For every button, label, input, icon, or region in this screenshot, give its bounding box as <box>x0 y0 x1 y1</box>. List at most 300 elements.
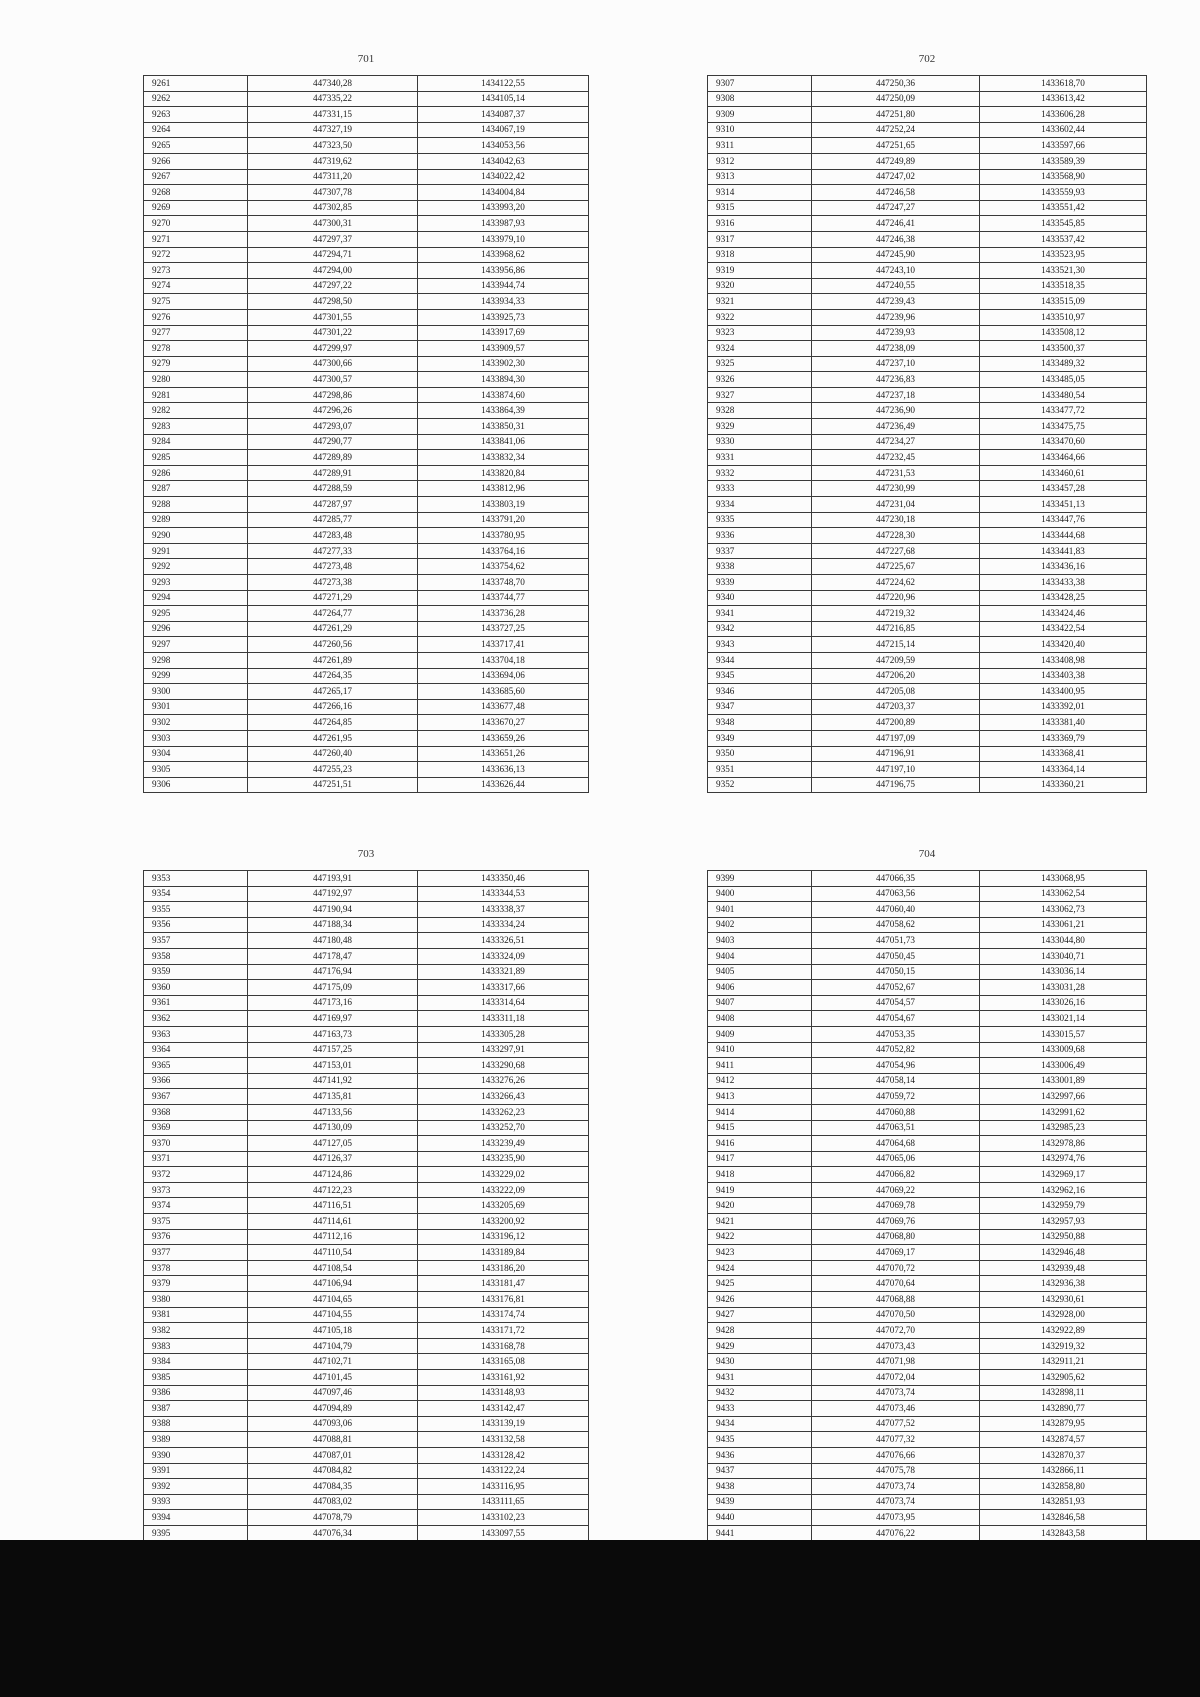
coordinate-table <box>707 870 1147 1588</box>
y-coordinate-cell: 1433369,79 <box>980 730 1147 746</box>
table-row <box>144 76 589 92</box>
x-coordinate-cell: 447050,15 <box>812 964 980 980</box>
table-row <box>708 1073 1147 1089</box>
y-coordinate-cell: 1432919,32 <box>980 1338 1147 1354</box>
y-coordinate-cell: 1433036,14 <box>980 964 1147 980</box>
point-number-cell: 9299 <box>144 668 248 684</box>
y-coordinate-cell: 1432874,57 <box>980 1432 1147 1448</box>
x-coordinate-cell: 447240,55 <box>812 278 980 294</box>
y-coordinate-cell: 1433812,96 <box>418 481 589 497</box>
x-coordinate-cell: 447273,38 <box>248 575 418 591</box>
y-coordinate-cell: 1434004,84 <box>418 185 589 201</box>
table-row <box>144 403 589 419</box>
y-coordinate-cell: 1433436,16 <box>980 559 1147 575</box>
x-coordinate-cell: 447197,10 <box>812 762 980 778</box>
table-row <box>708 1307 1147 1323</box>
x-coordinate-cell: 447073,74 <box>812 1494 980 1510</box>
table-row <box>708 107 1147 123</box>
x-coordinate-cell: 447083,02 <box>248 1494 418 1510</box>
x-coordinate-cell: 447073,74 <box>812 1385 980 1401</box>
y-coordinate-cell: 1433026,16 <box>980 995 1147 1011</box>
point-number-cell: 9326 <box>708 372 812 388</box>
x-coordinate-cell: 447104,79 <box>248 1338 418 1354</box>
y-coordinate-cell: 1433925,73 <box>418 309 589 325</box>
x-coordinate-cell: 447236,83 <box>812 372 980 388</box>
y-coordinate-cell: 1433934,33 <box>418 294 589 310</box>
point-number-cell: 9292 <box>144 559 248 575</box>
x-coordinate-cell: 447108,54 <box>248 1260 418 1276</box>
x-coordinate-cell: 447178,47 <box>248 948 418 964</box>
x-coordinate-cell: 447302,85 <box>248 200 418 216</box>
x-coordinate-cell: 447298,86 <box>248 387 418 403</box>
y-coordinate-cell: 1433368,41 <box>980 746 1147 762</box>
point-number-cell: 9434 <box>708 1416 812 1432</box>
point-number-cell: 9283 <box>144 419 248 435</box>
y-coordinate-cell: 1433128,42 <box>418 1447 589 1463</box>
point-number-cell: 9310 <box>708 122 812 138</box>
coordinate-table <box>143 75 589 793</box>
table-row <box>144 387 589 403</box>
page-panel-701 <box>143 53 589 793</box>
point-number-cell: 9405 <box>708 964 812 980</box>
point-number-cell: 9384 <box>144 1354 248 1370</box>
point-number-cell: 9422 <box>708 1229 812 1245</box>
table-row <box>144 964 589 980</box>
point-number-cell: 9273 <box>144 263 248 279</box>
x-coordinate-cell: 447051,73 <box>812 933 980 949</box>
table-row <box>708 372 1147 388</box>
x-coordinate-cell: 447077,52 <box>812 1416 980 1432</box>
y-coordinate-cell: 1433447,76 <box>980 512 1147 528</box>
point-number-cell: 9373 <box>144 1182 248 1198</box>
x-coordinate-cell: 447239,43 <box>812 294 980 310</box>
table-row <box>144 341 589 357</box>
table-row <box>708 512 1147 528</box>
table-row <box>144 231 589 247</box>
point-number-cell: 9430 <box>708 1354 812 1370</box>
y-coordinate-cell: 1433040,71 <box>980 948 1147 964</box>
point-number-cell: 9424 <box>708 1260 812 1276</box>
table-row <box>144 528 589 544</box>
x-coordinate-cell: 447231,04 <box>812 497 980 513</box>
x-coordinate-cell: 447054,96 <box>812 1058 980 1074</box>
x-coordinate-cell: 447215,14 <box>812 637 980 653</box>
x-coordinate-cell: 447236,90 <box>812 403 980 419</box>
x-coordinate-cell: 447175,09 <box>248 980 418 996</box>
point-number-cell: 9276 <box>144 309 248 325</box>
point-number-cell: 9352 <box>708 777 812 793</box>
y-coordinate-cell: 1433500,37 <box>980 341 1147 357</box>
point-number-cell: 9423 <box>708 1245 812 1261</box>
table-row <box>144 1323 589 1339</box>
table-row <box>708 76 1147 92</box>
point-number-cell: 9375 <box>144 1214 248 1230</box>
table-row <box>144 325 589 341</box>
point-number-cell: 9280 <box>144 372 248 388</box>
x-coordinate-cell: 447265,17 <box>248 684 418 700</box>
y-coordinate-cell: 1433400,95 <box>980 684 1147 700</box>
y-coordinate-cell: 1433521,30 <box>980 263 1147 279</box>
x-coordinate-cell: 447157,25 <box>248 1042 418 1058</box>
x-coordinate-cell: 447260,56 <box>248 637 418 653</box>
y-coordinate-cell: 1433537,42 <box>980 231 1147 247</box>
x-coordinate-cell: 447277,33 <box>248 543 418 559</box>
y-coordinate-cell: 1433457,28 <box>980 481 1147 497</box>
y-coordinate-cell: 1432950,88 <box>980 1229 1147 1245</box>
x-coordinate-cell: 447094,89 <box>248 1401 418 1417</box>
x-coordinate-cell: 447110,54 <box>248 1245 418 1261</box>
y-coordinate-cell: 1433139,19 <box>418 1416 589 1432</box>
point-number-cell: 9440 <box>708 1510 812 1526</box>
point-number-cell: 9309 <box>708 107 812 123</box>
point-number-cell: 9381 <box>144 1307 248 1323</box>
table-row <box>708 1479 1147 1495</box>
x-coordinate-cell: 447058,14 <box>812 1073 980 1089</box>
table-row <box>144 559 589 575</box>
x-coordinate-cell: 447255,23 <box>248 762 418 778</box>
y-coordinate-cell: 1433518,35 <box>980 278 1147 294</box>
y-coordinate-cell: 1433909,57 <box>418 341 589 357</box>
x-coordinate-cell: 447102,71 <box>248 1354 418 1370</box>
x-coordinate-cell: 447264,35 <box>248 668 418 684</box>
x-coordinate-cell: 447073,46 <box>812 1401 980 1417</box>
y-coordinate-cell: 1432985,23 <box>980 1120 1147 1136</box>
point-number-cell: 9368 <box>144 1104 248 1120</box>
x-coordinate-cell: 447190,94 <box>248 902 418 918</box>
x-coordinate-cell: 447059,72 <box>812 1089 980 1105</box>
point-number-cell: 9312 <box>708 153 812 169</box>
point-number-cell: 9379 <box>144 1276 248 1292</box>
y-coordinate-cell: 1433993,20 <box>418 200 589 216</box>
point-number-cell: 9321 <box>708 294 812 310</box>
y-coordinate-cell: 1433062,54 <box>980 886 1147 902</box>
point-number-cell: 9436 <box>708 1447 812 1463</box>
y-coordinate-cell: 1433044,80 <box>980 933 1147 949</box>
y-coordinate-cell: 1433460,61 <box>980 465 1147 481</box>
point-number-cell: 9269 <box>144 200 248 216</box>
point-number-cell: 9307 <box>708 76 812 92</box>
point-number-cell: 9378 <box>144 1260 248 1276</box>
y-coordinate-cell: 1433097,55 <box>418 1525 589 1541</box>
table-row <box>708 465 1147 481</box>
table-row <box>708 1260 1147 1276</box>
table-row <box>708 231 1147 247</box>
table-row <box>144 465 589 481</box>
page-number: 701 <box>357 53 375 65</box>
table-row <box>708 1338 1147 1354</box>
point-number-cell: 9289 <box>144 512 248 528</box>
table-row <box>144 1167 589 1183</box>
y-coordinate-cell: 1433326,51 <box>418 933 589 949</box>
y-coordinate-cell: 1432905,62 <box>980 1370 1147 1386</box>
y-coordinate-cell: 1432866,11 <box>980 1463 1147 1479</box>
page-number: 703 <box>357 848 375 860</box>
point-number-cell: 9364 <box>144 1042 248 1058</box>
table-row <box>144 1120 589 1136</box>
y-coordinate-cell: 1433161,92 <box>418 1370 589 1386</box>
y-coordinate-cell: 1433262,23 <box>418 1104 589 1120</box>
table-row <box>144 185 589 201</box>
point-number-cell: 9395 <box>144 1525 248 1541</box>
point-number-cell: 9413 <box>708 1089 812 1105</box>
y-coordinate-cell: 1433659,26 <box>418 730 589 746</box>
y-coordinate-cell: 1433021,14 <box>980 1011 1147 1027</box>
x-coordinate-cell: 447247,02 <box>812 169 980 185</box>
point-number-cell: 9438 <box>708 1479 812 1495</box>
table-row <box>144 419 589 435</box>
point-number-cell: 9315 <box>708 200 812 216</box>
x-coordinate-cell: 447122,23 <box>248 1182 418 1198</box>
x-coordinate-cell: 447130,09 <box>248 1120 418 1136</box>
x-coordinate-cell: 447114,61 <box>248 1214 418 1230</box>
table-row <box>144 995 589 1011</box>
coordinate-table <box>143 870 589 1588</box>
x-coordinate-cell: 447193,91 <box>248 871 418 887</box>
x-coordinate-cell: 447246,38 <box>812 231 980 247</box>
point-number-cell: 9339 <box>708 575 812 591</box>
coordinate-table-body <box>144 871 589 1588</box>
y-coordinate-cell: 1433589,39 <box>980 153 1147 169</box>
x-coordinate-cell: 447230,18 <box>812 512 980 528</box>
y-coordinate-cell: 1433606,28 <box>980 107 1147 123</box>
x-coordinate-cell: 447293,07 <box>248 419 418 435</box>
y-coordinate-cell: 1432851,93 <box>980 1494 1147 1510</box>
x-coordinate-cell: 447252,24 <box>812 122 980 138</box>
y-coordinate-cell: 1433636,13 <box>418 762 589 778</box>
x-coordinate-cell: 447104,65 <box>248 1292 418 1308</box>
table-row <box>708 684 1147 700</box>
point-number-cell: 9294 <box>144 590 248 606</box>
point-number-cell: 9431 <box>708 1370 812 1386</box>
x-coordinate-cell: 447300,31 <box>248 216 418 232</box>
x-coordinate-cell: 447266,16 <box>248 699 418 715</box>
x-coordinate-cell: 447069,76 <box>812 1214 980 1230</box>
table-row <box>144 1401 589 1417</box>
point-number-cell: 9392 <box>144 1479 248 1495</box>
point-number-cell: 9371 <box>144 1151 248 1167</box>
x-coordinate-cell: 447232,45 <box>812 450 980 466</box>
y-coordinate-cell: 1433200,92 <box>418 1214 589 1230</box>
y-coordinate-cell: 1433651,26 <box>418 746 589 762</box>
y-coordinate-cell: 1433165,08 <box>418 1354 589 1370</box>
table-row <box>708 309 1147 325</box>
coordinate-table-body <box>708 76 1147 793</box>
x-coordinate-cell: 447251,51 <box>248 777 418 793</box>
table-row <box>708 1292 1147 1308</box>
x-coordinate-cell: 447300,66 <box>248 356 418 372</box>
y-coordinate-cell: 1433754,62 <box>418 559 589 575</box>
x-coordinate-cell: 447243,10 <box>812 263 980 279</box>
table-row <box>708 1385 1147 1401</box>
point-number-cell: 9330 <box>708 434 812 450</box>
x-coordinate-cell: 447116,51 <box>248 1198 418 1214</box>
x-coordinate-cell: 447105,18 <box>248 1323 418 1339</box>
y-coordinate-cell: 1433239,49 <box>418 1136 589 1152</box>
y-coordinate-cell: 1433670,27 <box>418 715 589 731</box>
x-coordinate-cell: 447237,10 <box>812 356 980 372</box>
point-number-cell: 9261 <box>144 76 248 92</box>
y-coordinate-cell: 1432936,38 <box>980 1276 1147 1292</box>
y-coordinate-cell: 1433276,26 <box>418 1073 589 1089</box>
y-coordinate-cell: 1433350,46 <box>418 871 589 887</box>
point-number-cell: 9328 <box>708 403 812 419</box>
table-row <box>708 1447 1147 1463</box>
point-number-cell: 9386 <box>144 1385 248 1401</box>
table-row <box>708 263 1147 279</box>
point-number-cell: 9304 <box>144 746 248 762</box>
y-coordinate-cell: 1433186,20 <box>418 1260 589 1276</box>
x-coordinate-cell: 447287,97 <box>248 497 418 513</box>
x-coordinate-cell: 447216,85 <box>812 621 980 637</box>
y-coordinate-cell: 1432939,48 <box>980 1260 1147 1276</box>
table-row <box>144 948 589 964</box>
table-row <box>708 216 1147 232</box>
point-number-cell: 9275 <box>144 294 248 310</box>
table-row <box>708 122 1147 138</box>
x-coordinate-cell: 447224,62 <box>812 575 980 591</box>
table-row <box>144 980 589 996</box>
point-number-cell: 9417 <box>708 1151 812 1167</box>
y-coordinate-cell: 1434122,55 <box>418 76 589 92</box>
point-number-cell: 9388 <box>144 1416 248 1432</box>
point-number-cell: 9277 <box>144 325 248 341</box>
y-coordinate-cell: 1432922,89 <box>980 1323 1147 1339</box>
table-row <box>708 590 1147 606</box>
table-row <box>708 481 1147 497</box>
table-row <box>144 263 589 279</box>
table-row <box>144 543 589 559</box>
x-coordinate-cell: 447227,68 <box>812 543 980 559</box>
x-coordinate-cell: 447063,51 <box>812 1120 980 1136</box>
table-row <box>144 1432 589 1448</box>
y-coordinate-cell: 1433551,42 <box>980 200 1147 216</box>
y-coordinate-cell: 1432997,66 <box>980 1089 1147 1105</box>
table-row <box>708 1370 1147 1386</box>
x-coordinate-cell: 447192,97 <box>248 886 418 902</box>
x-coordinate-cell: 447307,78 <box>248 185 418 201</box>
point-number-cell: 9401 <box>708 902 812 918</box>
x-coordinate-cell: 447078,79 <box>248 1510 418 1526</box>
x-coordinate-cell: 447225,67 <box>812 559 980 575</box>
page-panel-704 <box>707 848 1147 1588</box>
y-coordinate-cell: 1433441,83 <box>980 543 1147 559</box>
point-number-cell: 9407 <box>708 995 812 1011</box>
table-row <box>144 122 589 138</box>
page-number: 704 <box>918 848 936 860</box>
x-coordinate-cell: 447169,97 <box>248 1011 418 1027</box>
point-number-cell: 9383 <box>144 1338 248 1354</box>
x-coordinate-cell: 447299,97 <box>248 341 418 357</box>
table-row <box>708 871 1147 887</box>
point-number-cell: 9389 <box>144 1432 248 1448</box>
y-coordinate-cell: 1433392,01 <box>980 699 1147 715</box>
x-coordinate-cell: 447180,48 <box>248 933 418 949</box>
y-coordinate-cell: 1433297,91 <box>418 1042 589 1058</box>
y-coordinate-cell: 1432962,16 <box>980 1182 1147 1198</box>
y-coordinate-cell: 1432843,58 <box>980 1525 1147 1541</box>
y-coordinate-cell: 1433403,38 <box>980 668 1147 684</box>
y-coordinate-cell: 1433510,97 <box>980 309 1147 325</box>
point-number-cell: 9365 <box>144 1058 248 1074</box>
x-coordinate-cell: 447301,55 <box>248 309 418 325</box>
point-number-cell: 9303 <box>144 730 248 746</box>
page-panel-703 <box>143 848 589 1588</box>
x-coordinate-cell: 447327,19 <box>248 122 418 138</box>
point-number-cell: 9351 <box>708 762 812 778</box>
y-coordinate-cell: 1433736,28 <box>418 606 589 622</box>
x-coordinate-cell: 447206,20 <box>812 668 980 684</box>
x-coordinate-cell: 447261,95 <box>248 730 418 746</box>
table-row <box>144 1136 589 1152</box>
table-row <box>708 948 1147 964</box>
table-row <box>708 497 1147 513</box>
x-coordinate-cell: 447070,64 <box>812 1276 980 1292</box>
y-coordinate-cell: 1434022,42 <box>418 169 589 185</box>
point-number-cell: 9308 <box>708 91 812 107</box>
point-number-cell: 9402 <box>708 917 812 933</box>
y-coordinate-cell: 1433181,47 <box>418 1276 589 1292</box>
point-number-cell: 9332 <box>708 465 812 481</box>
y-coordinate-cell: 1433626,44 <box>418 777 589 793</box>
point-number-cell: 9433 <box>708 1401 812 1417</box>
y-coordinate-cell: 1433820,84 <box>418 465 589 481</box>
x-coordinate-cell: 447054,57 <box>812 995 980 1011</box>
y-coordinate-cell: 1433360,21 <box>980 777 1147 793</box>
table-row <box>708 169 1147 185</box>
y-coordinate-cell: 1432974,76 <box>980 1151 1147 1167</box>
table-row <box>708 1525 1147 1541</box>
point-number-cell: 9435 <box>708 1432 812 1448</box>
table-row <box>144 575 589 591</box>
y-coordinate-cell: 1433068,95 <box>980 871 1147 887</box>
point-number-cell: 9295 <box>144 606 248 622</box>
table-row <box>708 902 1147 918</box>
point-number-cell: 9267 <box>144 169 248 185</box>
table-row <box>144 1260 589 1276</box>
table-row <box>144 1229 589 1245</box>
point-number-cell: 9429 <box>708 1338 812 1354</box>
x-coordinate-cell: 447112,16 <box>248 1229 418 1245</box>
x-coordinate-cell: 447065,06 <box>812 1151 980 1167</box>
x-coordinate-cell: 447075,78 <box>812 1463 980 1479</box>
y-coordinate-cell: 1433480,54 <box>980 387 1147 403</box>
point-number-cell: 9441 <box>708 1525 812 1541</box>
point-number-cell: 9370 <box>144 1136 248 1152</box>
table-row <box>144 1463 589 1479</box>
table-row <box>708 886 1147 902</box>
table-row <box>144 278 589 294</box>
point-number-cell: 9362 <box>144 1011 248 1027</box>
x-coordinate-cell: 447300,57 <box>248 372 418 388</box>
table-row <box>144 917 589 933</box>
table-row <box>144 1214 589 1230</box>
point-number-cell: 9337 <box>708 543 812 559</box>
table-row <box>708 1058 1147 1074</box>
table-row <box>708 917 1147 933</box>
x-coordinate-cell: 447176,94 <box>248 964 418 980</box>
table-row <box>144 902 589 918</box>
x-coordinate-cell: 447073,95 <box>812 1510 980 1526</box>
table-row <box>144 450 589 466</box>
y-coordinate-cell: 1432959,79 <box>980 1198 1147 1214</box>
table-row <box>144 762 589 778</box>
x-coordinate-cell: 447209,59 <box>812 652 980 668</box>
x-coordinate-cell: 447196,75 <box>812 777 980 793</box>
point-number-cell: 9296 <box>144 621 248 637</box>
point-number-cell: 9420 <box>708 1198 812 1214</box>
point-number-cell: 9274 <box>144 278 248 294</box>
y-coordinate-cell: 1433464,66 <box>980 450 1147 466</box>
